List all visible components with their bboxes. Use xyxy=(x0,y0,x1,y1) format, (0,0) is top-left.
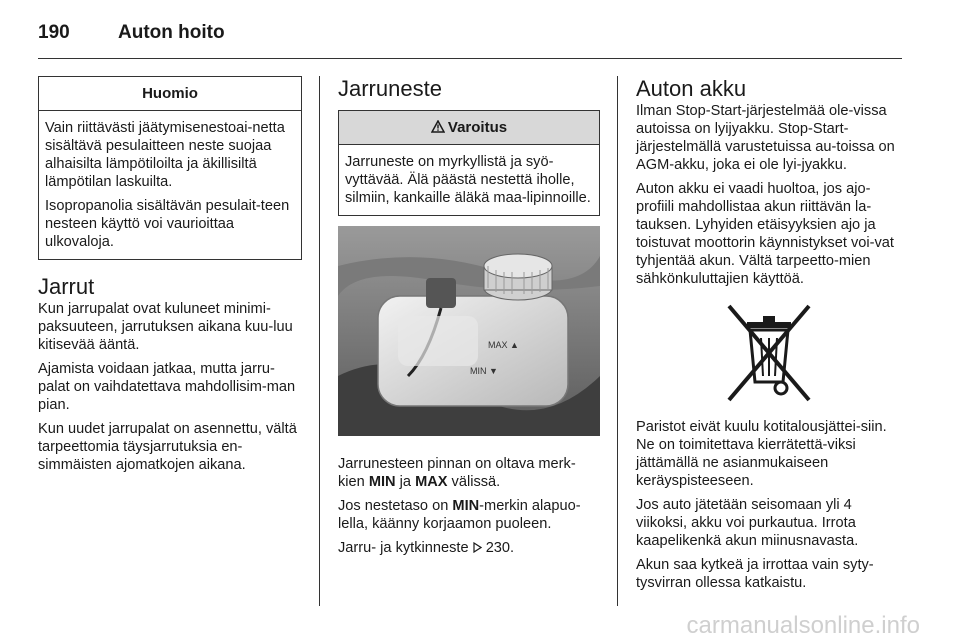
crossed-out-wheelie-bin-icon xyxy=(721,300,817,410)
section-heading-battery: Auton akku xyxy=(636,76,747,101)
section-heading-brake-fluid: Jarruneste xyxy=(338,76,442,101)
page-number: 190 xyxy=(38,22,70,43)
note-paragraph: Isopropanolia sisältävän pesulait-teen nesteen käyttö voi vaurioittaa ulkovaloja. xyxy=(45,198,290,250)
paragraph: Kun uudet jarrupalat on asennettu, vältä tarpeettomia täysjarrutuksia en-simmäisten ajomatkojen aikana. xyxy=(38,421,297,473)
column-middle xyxy=(338,76,600,563)
paragraph: Akun saa kytkeä ja irrottaa vain syty-tysvirran ollessa katkaistu. xyxy=(636,557,874,591)
paragraph: Jarru- ja kytkinneste 230. xyxy=(338,540,515,556)
paragraph: Paristot eivät kuulu kotitalousjättei-siin. Ne on toimitettava kierrätettä-viksi jättämällä ne asianmukaiseen keräyspisteeseen. xyxy=(636,419,887,489)
warning-text: Jarruneste on myrkyllistä ja syö-vyttävää. Älä päästä nestettä iholle, silmiin, kankaille äläkä maa-lipinnoille. xyxy=(345,154,591,206)
paragraph: Ilman Stop-Start-järjestelmää ole-vissa autoissa on lyijyakku. Stop-Start-järjestelmällä varustetuissa au-toissa on AGM-akku, joka ei ole lyi-jyakku. xyxy=(636,103,895,173)
max-mark-label: MAX ▲ xyxy=(488,340,519,350)
brake-fluid-reservoir-photo xyxy=(338,226,600,436)
warning-header xyxy=(339,111,599,145)
paragraph: Jos nestetaso on MIN-merkin alapuo-lella, käänny korjaamon puoleen. xyxy=(338,498,581,532)
paragraph: Kun jarrupalat ovat kuluneet minimi-paksuuteen, jarrutuksen aikana kuu-luu kitisevää ääntä. xyxy=(38,301,293,353)
column-left xyxy=(38,76,302,480)
warning-box xyxy=(338,110,600,216)
note-box xyxy=(38,76,302,260)
warning-title: Varoitus xyxy=(447,119,508,136)
paragraph: Jarrunesteen pinnan on oltava merk-kien MIN ja MAX välissä. xyxy=(338,456,576,490)
note-paragraph: Vain riittävästi jäätymisenestoai-netta sisältävä pesulaitteen neste suojaa alhaisilta lämpötiloilta ja äkillisiltä lämpötilan laskuilta. xyxy=(45,120,285,190)
column-divider xyxy=(319,76,320,606)
paragraph: Jos auto jätetään seisomaan yli 4 viikoksi, akku voi purkautua. Irrota kaapelikenkä akun miinusnavasta. xyxy=(636,497,859,549)
header-divider xyxy=(38,58,902,59)
warning-triangle-icon xyxy=(431,120,445,133)
section-heading-brakes: Jarrut xyxy=(38,274,95,299)
paragraph: Auton akku ei vaadi huoltoa, jos ajo-profiili mahdollistaa akun riittävän la-tauksen. Lyhyiden etäisyyksien ajo ja toistuvat moottorin käynnistykset voi-vat tyhjentää akun. Vältä tarpeetto-mien sähkönkuluttajien käyttöä. xyxy=(636,181,894,287)
column-right xyxy=(636,76,902,598)
page-ref-arrow-icon xyxy=(473,542,482,553)
note-title: Huomio xyxy=(39,77,301,111)
page-header-title: Auton hoito xyxy=(118,22,225,43)
min-mark-label: MIN ▼ xyxy=(470,366,498,376)
column-divider xyxy=(617,76,618,606)
page-ref[interactable]: 230. xyxy=(481,540,515,556)
watermark: carmanualsonline.info xyxy=(686,612,920,639)
paragraph: Ajamista voidaan jatkaa, mutta jarru-palat on vaihdatettava mahdollisim-man pian. xyxy=(38,361,296,413)
